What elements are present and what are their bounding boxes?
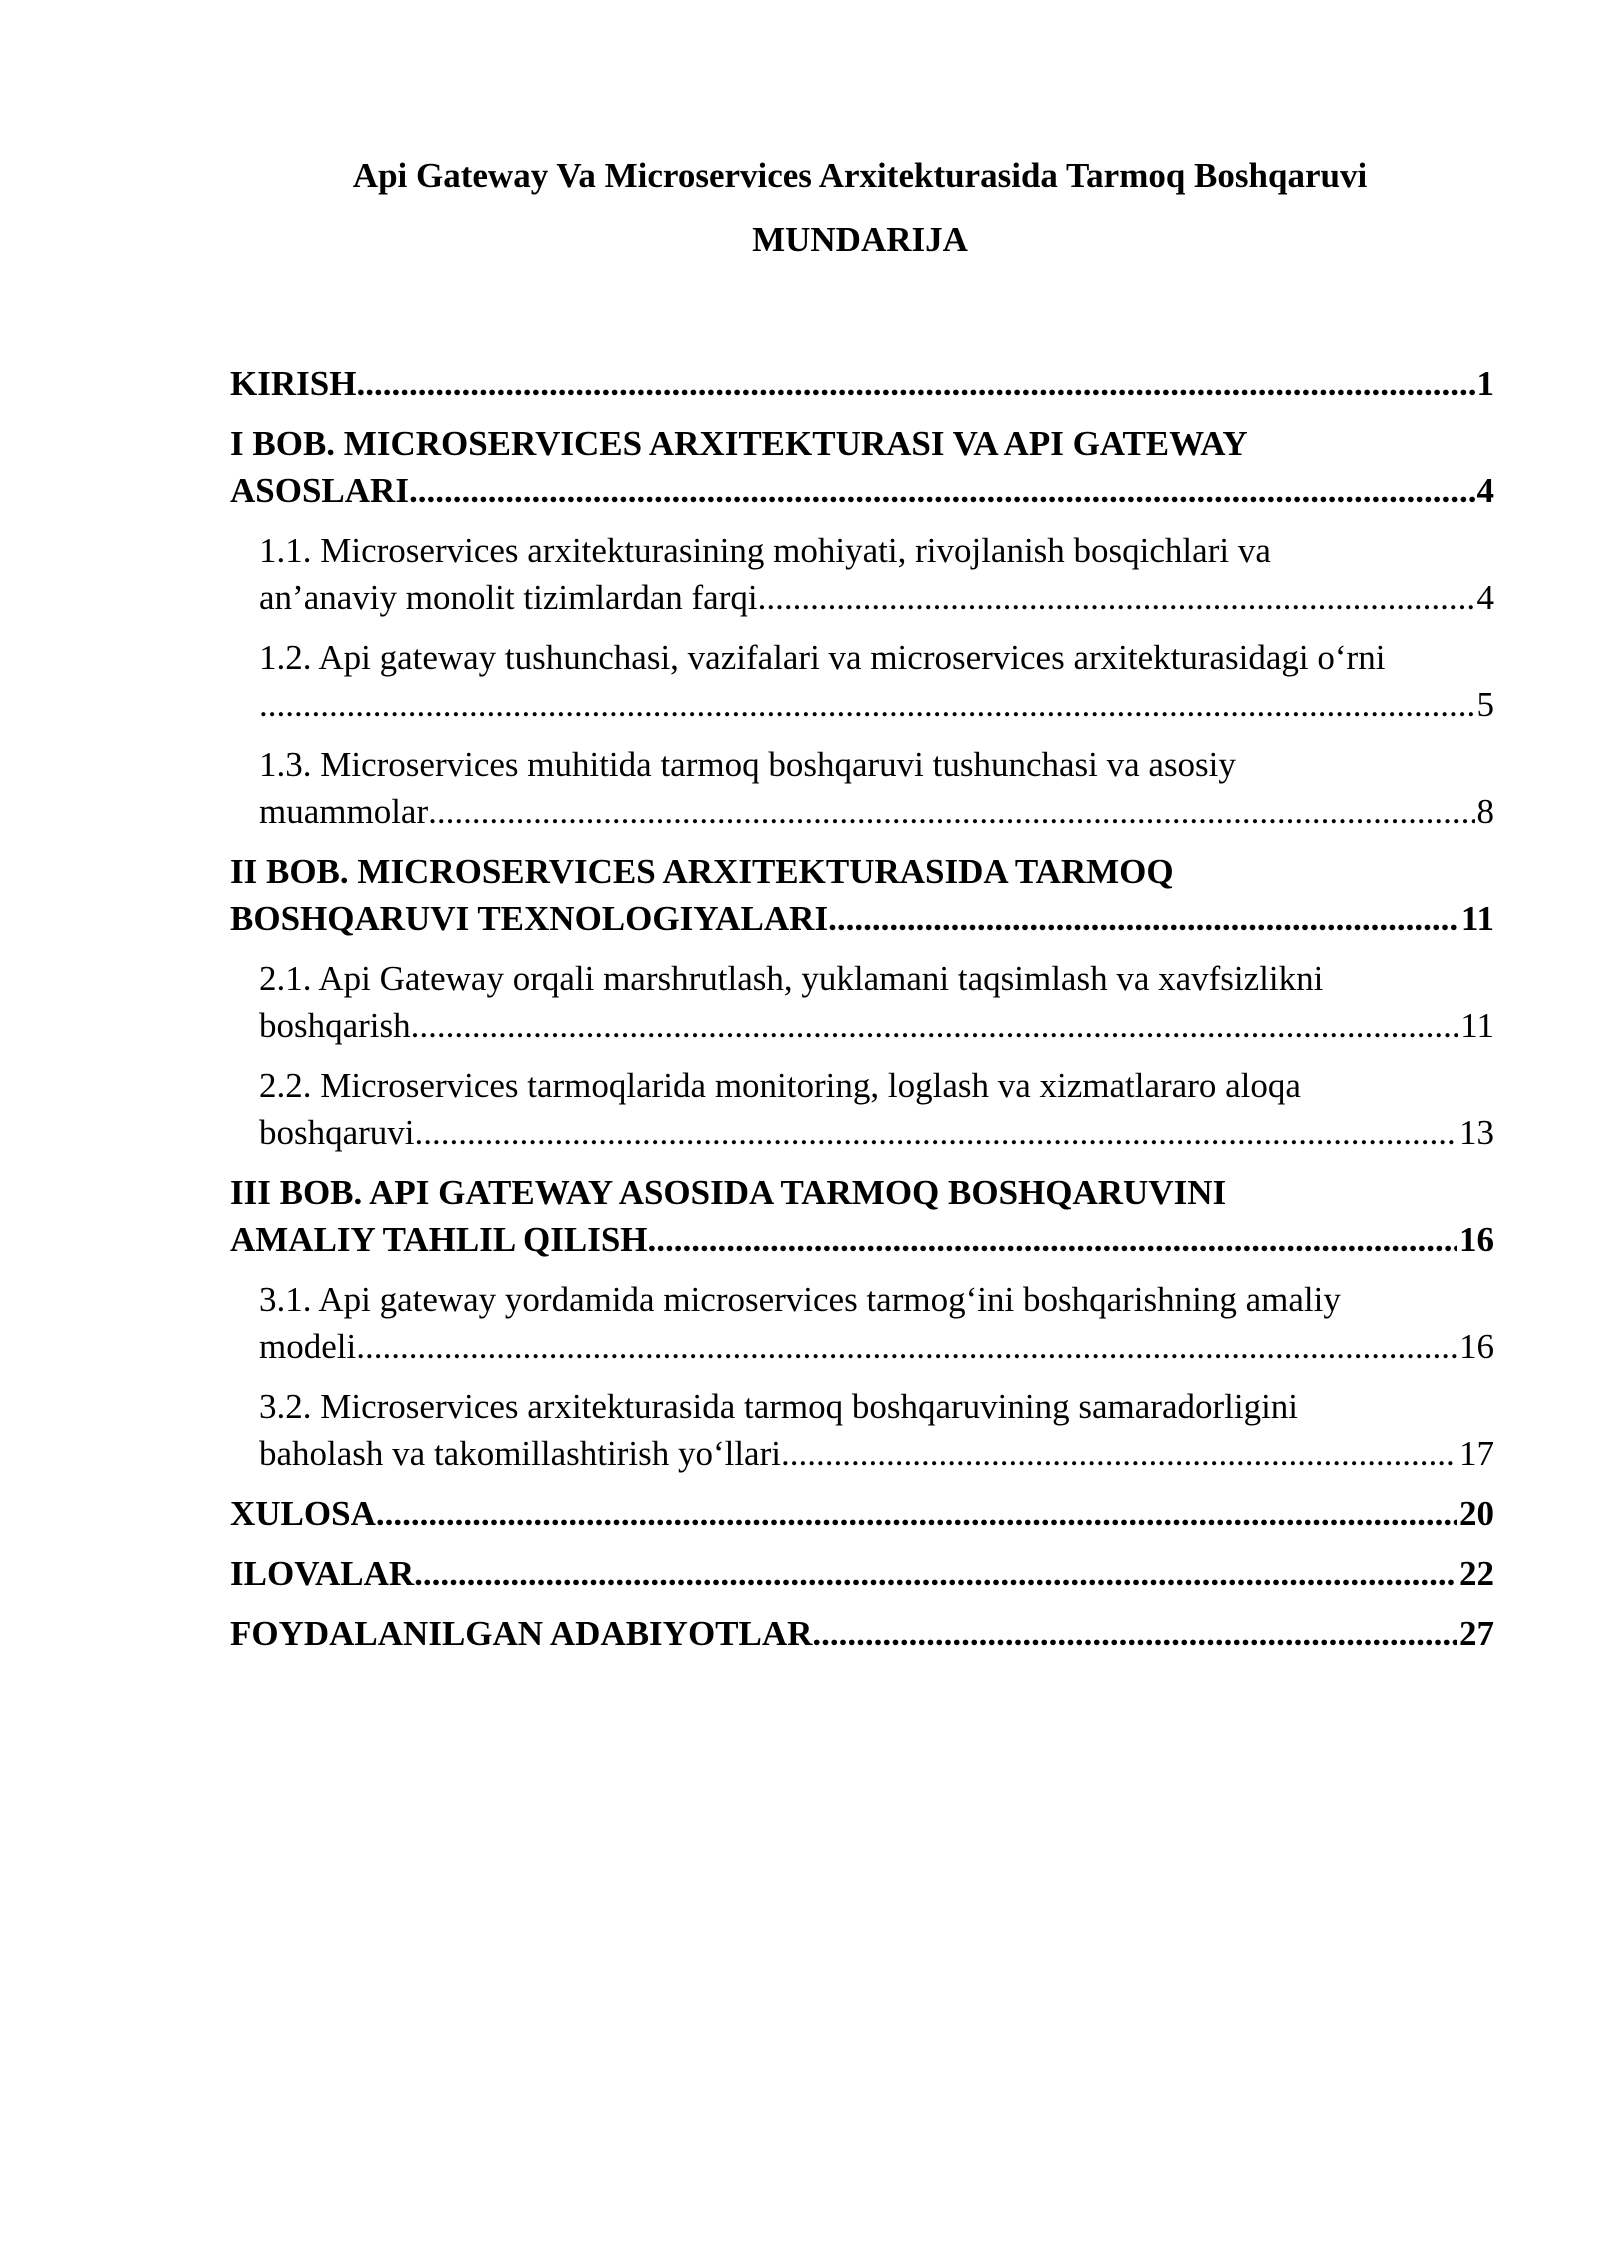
toc-entry-leader-line: [230, 360, 1494, 407]
toc-entry-text: 1.2. Api gateway tushunchasi, vazifalari va microservices arxitekturasidagi o‘rni: [259, 638, 1386, 677]
dot-leader: [812, 1610, 1457, 1657]
dot-leader: [781, 1430, 1457, 1477]
toc-chapter-entry[interactable]: [230, 420, 1494, 514]
toc-entry-leader-line: [230, 1550, 1494, 1597]
toc-entry-text: 2.1. Api Gateway orqali marshrutlash, yuklamani taqsimlash va xavfsizlikni: [259, 959, 1324, 998]
dot-leader: [428, 788, 1474, 835]
toc-page-number: 11: [1460, 1006, 1494, 1045]
toc-section-entry[interactable]: [230, 741, 1494, 835]
table-of-contents: [230, 360, 1494, 1670]
toc-page-number: 20: [1459, 1494, 1494, 1533]
toc-entry-text: KIRISH: [230, 364, 357, 403]
dot-leader: [259, 681, 1475, 728]
toc-page-number: 1: [1476, 364, 1494, 403]
toc-entry-leader-line: [259, 1323, 1494, 1370]
toc-entry-text: AMALIY TAHLIL QILISH: [230, 1220, 648, 1259]
toc-page-number: 17: [1459, 1434, 1494, 1473]
toc-entry-leader-line: [259, 788, 1494, 835]
toc-page-number: 11: [1460, 899, 1494, 938]
toc-chapter-entry[interactable]: [230, 360, 1494, 407]
toc-entry-text: an’anaviy monolit tizimlardan farqi: [259, 578, 758, 617]
toc-entry-text: baholash va takomillashtirish yo‘llari: [259, 1434, 781, 1473]
toc-page-number: 4: [1476, 471, 1494, 510]
toc-entry-text: II BOB. MICROSERVICES ARXITEKTURASIDA TARMOQ: [230, 852, 1174, 891]
dot-leader: [376, 1490, 1457, 1537]
dot-leader: [411, 1002, 1459, 1049]
dot-leader: [356, 360, 1474, 407]
toc-entry-text: FOYDALANILGAN ADABIYOTLAR: [230, 1614, 813, 1653]
toc-chapter-entry[interactable]: [230, 1610, 1494, 1657]
toc-chapter-entry[interactable]: [230, 1490, 1494, 1537]
toc-entry-text: 1.1. Microservices arxitekturasining mohiyati, rivojlanish bosqichlari va: [259, 531, 1271, 570]
toc-entry-text: muammolar: [259, 792, 429, 831]
toc-section-entry[interactable]: [230, 634, 1494, 728]
toc-entry-text: ASOSLARI: [230, 471, 409, 510]
toc-entry-text: ILOVALAR: [230, 1554, 415, 1593]
toc-page-number: 5: [1476, 685, 1494, 724]
toc-entry-text: XULOSA: [230, 1494, 376, 1533]
toc-entry-leader-line: [230, 1610, 1494, 1657]
toc-section-entry[interactable]: [230, 1062, 1494, 1156]
toc-entry-leader-line: [230, 895, 1494, 942]
dot-leader: [415, 1109, 1457, 1156]
toc-entry-leader-line: [230, 1490, 1494, 1537]
toc-chapter-entry[interactable]: [230, 1550, 1494, 1597]
toc-entry-text: 1.3. Microservices muhitida tarmoq boshqaruvi tushunchasi va asosiy: [259, 745, 1236, 784]
toc-entry-text: I BOB. MICROSERVICES ARXITEKTURASI VA API GATEWAY: [230, 424, 1248, 463]
toc-entry-leader-line: [259, 1109, 1494, 1156]
toc-entry-text: 3.1. Api gateway yordamida microservices tarmog‘ini boshqarishning amaliy: [259, 1280, 1341, 1319]
toc-heading: MUNDARIJA: [752, 220, 968, 259]
toc-entry-text: 3.2. Microservices arxitekturasida tarmoq boshqaruvining samaradorligini: [259, 1387, 1299, 1426]
toc-entry-text: modeli: [259, 1327, 357, 1366]
dot-leader: [758, 574, 1475, 621]
dot-leader: [828, 895, 1459, 942]
dot-leader: [356, 1323, 1457, 1370]
dot-leader: [648, 1216, 1457, 1263]
toc-page-number: 4: [1476, 578, 1494, 617]
toc-section-entry[interactable]: [230, 1276, 1494, 1370]
toc-entry-leader-line: [259, 681, 1494, 728]
toc-entry-text: boshqarish: [259, 1006, 411, 1045]
toc-entry-leader-line: [259, 1430, 1494, 1477]
toc-section-entry[interactable]: [230, 527, 1494, 621]
toc-chapter-entry[interactable]: [230, 848, 1494, 942]
toc-page-number: 27: [1459, 1614, 1494, 1653]
toc-page-number: 22: [1459, 1554, 1494, 1593]
dot-leader: [414, 1550, 1457, 1597]
toc-entry-leader-line: [259, 1002, 1494, 1049]
toc-section-entry[interactable]: [230, 955, 1494, 1049]
toc-entry-leader-line: [230, 1216, 1494, 1263]
toc-entry-text: BOSHQARUVI TEXNOLOGIYALARI: [230, 899, 829, 938]
toc-entry-leader-line: [230, 467, 1494, 514]
toc-entry-leader-line: [259, 574, 1494, 621]
toc-page-number: 16: [1459, 1220, 1494, 1259]
toc-page-number: 8: [1476, 792, 1494, 831]
toc-chapter-entry[interactable]: [230, 1169, 1494, 1263]
toc-page-number: 13: [1459, 1113, 1494, 1152]
toc-section-entry[interactable]: [230, 1383, 1494, 1477]
toc-entry-text: boshqaruvi: [259, 1113, 415, 1152]
document-title: Api Gateway Va Microservices Arxitekturasida Tarmoq Boshqaruvi: [352, 156, 1368, 195]
toc-page-number: 16: [1459, 1327, 1494, 1366]
dot-leader: [409, 467, 1475, 514]
toc-entry-text: III BOB. API GATEWAY ASOSIDA TARMOQ BOSHQARUVINI: [230, 1173, 1227, 1212]
toc-entry-text: 2.2. Microservices tarmoqlarida monitoring, loglash va xizmatlararo aloqa: [259, 1066, 1301, 1105]
